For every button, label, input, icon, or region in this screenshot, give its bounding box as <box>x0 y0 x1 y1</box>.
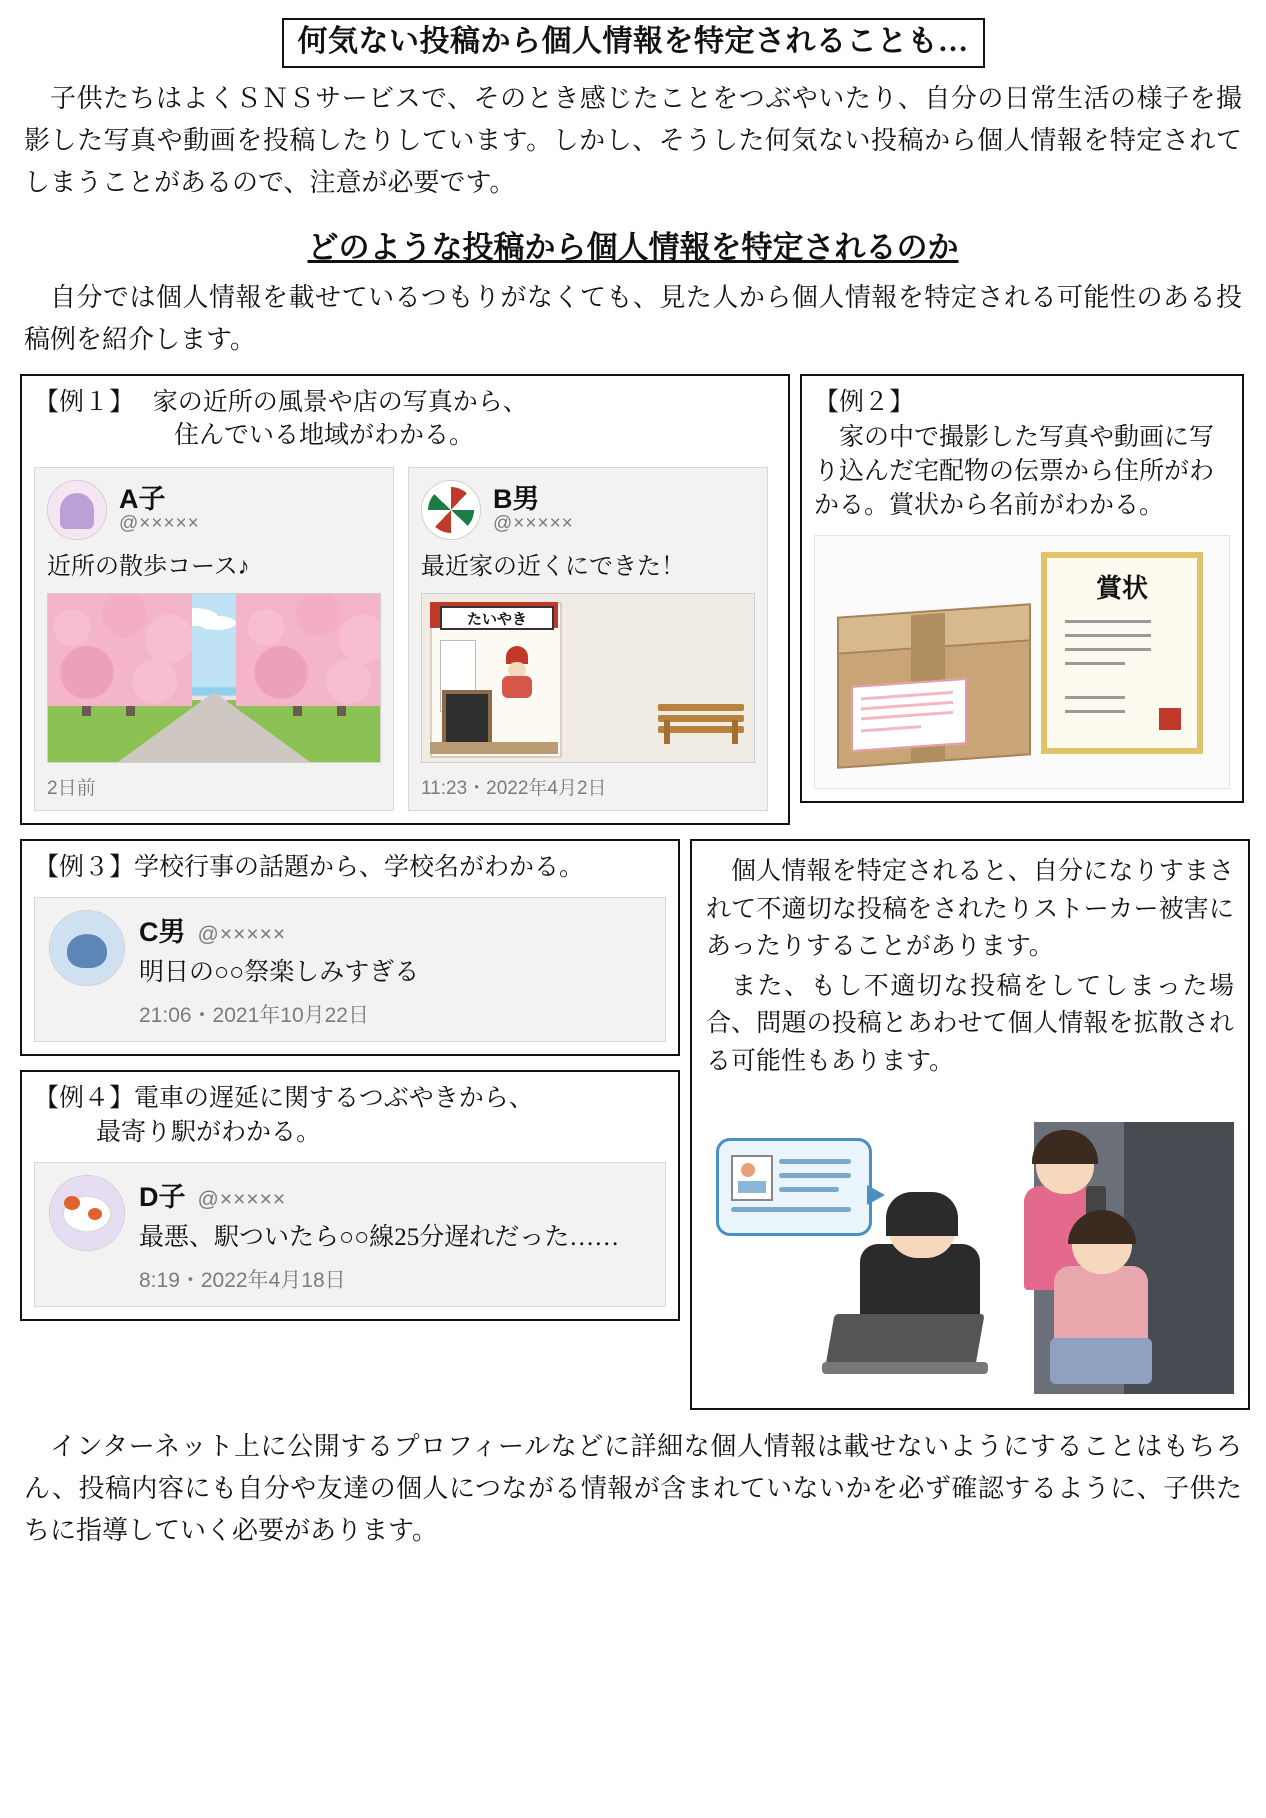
post-card <box>34 1162 666 1308</box>
post-header <box>421 480 755 540</box>
example-3-box <box>20 839 680 1056</box>
warning-illustration <box>706 1094 1234 1394</box>
post-card <box>408 467 768 811</box>
hacker-illustration <box>826 1196 1016 1376</box>
post-header <box>139 910 651 949</box>
post-author-handle: @××××× <box>197 922 287 946</box>
post-timestamp: 8:19・2022年4月18日 <box>139 1269 346 1293</box>
example-4-box <box>20 1070 680 1321</box>
example-2-body: 家の中で撮影した写真や動画に写り込んだ宅配物の伝票から住所がわかる。賞状から名前がわかる。 <box>814 424 1215 519</box>
warning-paragraph-1: 個人情報を特定されると、自分になりすまされて不適切な投稿をされたりストーカー被害にあったりすることがあります。 <box>706 858 1234 961</box>
post-photo-shop <box>421 593 755 763</box>
example-2-box <box>800 374 1244 803</box>
post-text: 明日の○○祭楽しみすぎる <box>139 958 420 986</box>
section-heading: どのような投稿から個人情報を特定されるのか <box>307 230 959 266</box>
post-text: 最悪、駅ついたら○○線25分遅れだった…… <box>139 1223 620 1251</box>
post-text: 近所の散歩コース♪ <box>47 554 250 581</box>
post-author-handle: @××××× <box>119 513 200 535</box>
post-author <box>119 485 200 536</box>
ghost-avatar-icon <box>47 480 107 540</box>
certificate-title: 賞状 <box>1095 573 1148 603</box>
post-timestamp: 2日前 <box>47 778 96 800</box>
post-body <box>139 910 651 1030</box>
post-header <box>139 1175 651 1214</box>
certificate-illustration <box>1041 552 1203 754</box>
example-1-cards <box>34 467 776 811</box>
example-2-illustration <box>814 535 1230 789</box>
warning-box <box>690 839 1250 1410</box>
pinwheel-avatar-icon <box>421 480 481 540</box>
warning-column <box>690 839 1250 1410</box>
post-author <box>493 485 574 536</box>
worried-girl-illustration <box>1044 1184 1164 1384</box>
example-3-label: 【例３】学校行事の話題から、学校名がわかる。 <box>34 854 585 882</box>
closing-paragraph: インターネット上に公開するプロフィールなどに詳細な個人情報は載せないようにすることはもちろん、投稿内容にも自分や友達の個人につながる情報が含まれていないかを必ず確認するように、子供たちに指導していく必要があります。 <box>24 1432 1242 1546</box>
post-author-name: C男 <box>139 916 186 947</box>
example-2-label: 【例２】 <box>814 388 915 416</box>
intro-paragraph: 子供たちはよくＳＮＳサービスで、そのとき感じたことをつぶやいたり、自分の日常生活の様子を撮影した写真や動画を投稿したりしています。しかし、そうした何気ない投稿から個人情報を特定されてしまうことがあるので、注意が必要です。 <box>24 84 1242 198</box>
post-text: 最近家の近くにできた！ <box>421 554 685 581</box>
example-1-box <box>20 374 790 826</box>
post-author-name: B男 <box>493 483 540 514</box>
post-photo-sakura <box>47 593 381 763</box>
frog-avatar-icon <box>49 910 125 986</box>
page-title: 何気ない投稿から個人情報を特定されることも… <box>282 18 985 68</box>
example-1-label: 【例１】 <box>34 388 135 416</box>
examples-row-2 <box>20 839 1246 1410</box>
example-4-label-line2: 最寄り駅がわかる。 <box>96 1119 322 1147</box>
post-author-name: A子 <box>119 483 166 514</box>
warning-paragraph-2: また、もし不適切な投稿をしてしまった場合、問題の投稿とあわせて個人情報を拡散される可能性もあります。 <box>706 972 1234 1075</box>
post-card <box>34 467 394 811</box>
examples-row-1 <box>20 374 1246 826</box>
post-author-handle: @××××× <box>197 1187 287 1211</box>
section-intro-paragraph: 自分では個人情報を載せているつもりがなくても、見た人から個人情報を特定される可能性のある投稿例を紹介します。 <box>24 283 1242 355</box>
page-title-wrapper <box>20 18 1246 68</box>
post-card <box>34 897 666 1043</box>
post-header <box>47 480 381 540</box>
examples-left-column <box>20 839 680 1321</box>
post-timestamp: 11:23・2022年4月2日 <box>421 778 607 800</box>
example-1-title <box>34 386 776 454</box>
post-author-name: D子 <box>139 1181 186 1212</box>
example-4-label-line1: 【例４】電車の遅延に関するつぶやきから、 <box>34 1085 534 1113</box>
post-author-handle: @××××× <box>493 513 574 535</box>
example-1-line1: 家の近所の風景や店の写真から、 <box>152 388 528 416</box>
example-1-line2: 住んでいる地域がわかる。 <box>174 422 475 450</box>
goldfish-avatar-icon <box>49 1175 125 1251</box>
shop-sign-text: たいやき <box>440 606 554 630</box>
post-timestamp: 21:06・2021年10月22日 <box>139 1004 369 1028</box>
post-body <box>139 1175 651 1295</box>
